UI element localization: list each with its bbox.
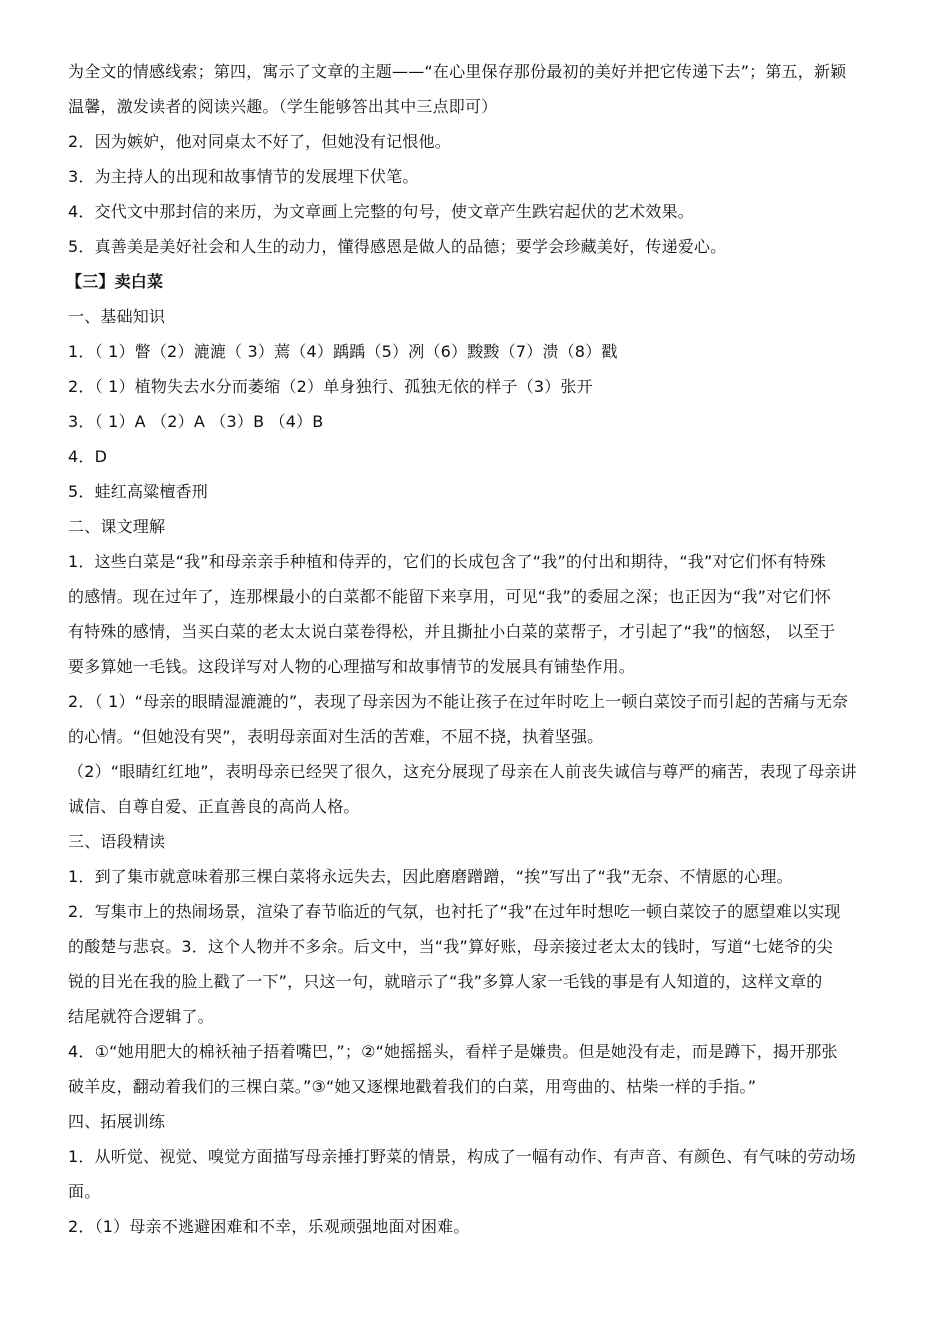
subsection-heading: 一、基础知识 [68,307,166,326]
text-line: 1．到了集市就意味着那三棵白菜将永远失去，因此磨磨蹭蹭，“挨”写出了“我”无奈、不情愿的心理。 [68,867,793,886]
text-line: 的感情。现在过年了，连那棵最小的白菜都不能留下来享用，可见“我”的委屈之深；也正因为“我”对它们怀 [68,587,831,606]
text-line: 的酸楚与悲哀。3．这个人物并不多余。后文中，当“我”算好账，母亲接过老太太的钱时，写道“七姥爷的尖 [68,937,833,956]
text-line: 1．（ 1）瞥（2）漉漉（ 3）蔫（4）踽踽（5）冽（6）黢黢（7）溃（8）戳 [68,342,618,361]
subsection-heading: 二、课文理解 [68,517,166,536]
text-line: 2．因为嫉妒，他对同桌太不好了，但她没有记恨他。 [68,132,451,151]
text-line: 2．（1）母亲不逃避困难和不幸，乐观顽强地面对困难。 [68,1217,470,1236]
subsection-heading: 三、语段精读 [68,832,166,851]
text-line: 锐的目光在我的脸上戳了一下”，只这一句，就暗示了“我”多算人家一毛钱的事是有人知道的，这样文章的 [68,972,823,991]
text-line: 诚信、自尊自爱、正直善良的高尚人格。 [68,797,360,816]
text-line: 结尾就符合逻辑了。 [68,1007,214,1026]
text-line: 的心情。“但她没有哭”，表明母亲面对生活的苦难，不屈不挠，执着坚强。 [68,727,604,746]
text-line: 2．写集市上的热闹场景，渲染了春节临近的气氛，也衬托了“我”在过年时想吃一顿白菜饺子的愿望难以实现 [68,902,841,921]
text-line: 1．从听觉、视觉、嗅觉方面描写母亲捶打野菜的情景，构成了一幅有动作、有声音、有颜色、有气味的劳动场 [68,1147,856,1166]
text-line: 要多算她一毛钱。这段详写对人物的心理描写和故事情节的发展具有铺垫作用。 [68,657,636,676]
text-line: 4．交代文中那封信的来历，为文章画上完整的句号，使文章产生跌宕起伏的艺术效果。 [68,202,694,221]
text-line: 为全文的情感线索；第四，寓示了文章的主题——“在心里保存那份最初的美好并把它传递下去”；第五，新颖 [68,62,847,81]
text-line: 破羊皮，翻动着我们的三棵白菜。”③“她又逐棵地戳着我们的白菜，用弯曲的、枯柴一样的手指。” [68,1077,757,1096]
text-line: （2）“眼睛红红地”，表明母亲已经哭了很久，这充分展现了母亲在人前丧失诚信与尊严的痛苦，表现了母亲讲 [68,762,857,781]
text-line: 3．为主持人的出现和故事情节的发展埋下伏笔。 [68,167,419,186]
text-line: 3．（ 1）A （2）A （3）B （4）B [68,412,324,431]
text-line: 5．蛙红高粱檀香刑 [68,482,208,501]
text-line: 2．（ 1）“母亲的眼睛湿漉漉的”，表现了母亲因为不能让孩子在过年时吃上一顿白菜饺子而引起的苦痛与无奈 [68,692,849,711]
section-heading: 【三】卖白菜 [66,272,164,291]
subsection-heading: 四、拓展训练 [68,1112,166,1131]
text-line: 面。 [68,1182,101,1201]
text-line: 4．①“她用肥大的棉袄袖子捂着嘴巴，”；②“她摇摇头，看样子是嫌贵。但是她没有走，而是蹲下，揭开那张 [68,1042,838,1061]
text-line: 5．真善美是美好社会和人生的动力，懂得感恩是做人的品德；要学会珍藏美好，传递爱心。 [68,237,727,256]
text-line: 温馨，激发读者的阅读兴趣。（学生能够答出其中三点即可） [68,97,498,116]
text-line: 有特殊的感情，当买白菜的老太太说白菜卷得松，并且撕扯小白菜的菜帮子，才引起了“我”的恼怒， 以至于 [68,622,836,641]
text-line: 2．（ 1）植物失去水分而萎缩（2）单身独行、孤独无依的样子（3）张开 [68,377,593,396]
text-line: 4．D [68,447,108,466]
text-line: 1．这些白菜是“我”和母亲亲手种植和侍弄的，它们的长成包含了“我”的付出和期待，“我”对它们怀有特殊 [68,552,826,571]
